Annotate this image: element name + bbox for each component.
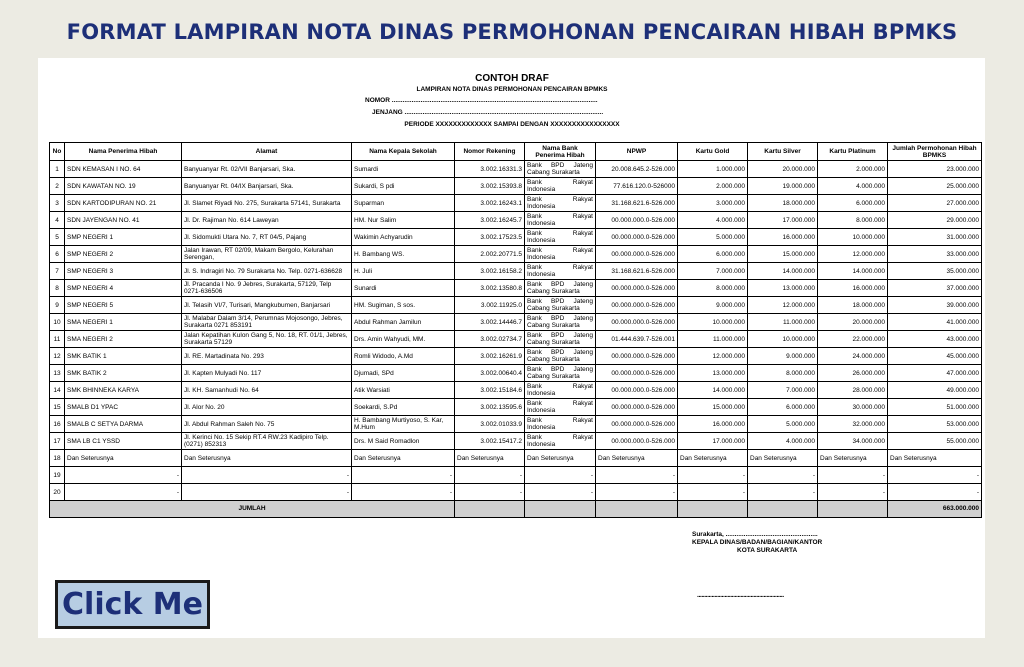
cell-kartu-silver: - xyxy=(748,467,818,484)
table-row xyxy=(50,246,982,263)
cell-jumlah: - xyxy=(888,467,982,484)
cell-row-no: 7 xyxy=(50,263,65,280)
cell-kartu-platinum: - xyxy=(818,484,888,501)
cell-npwp: 00.000.000.0-526.000 xyxy=(596,297,678,314)
cell-kartu-silver: 4.000.000 xyxy=(748,433,818,450)
cell-kartu-silver: - xyxy=(748,484,818,501)
cell-alamat: - xyxy=(182,484,352,501)
cell-jumlah: 31.000.000 xyxy=(888,229,982,246)
cell-nomor-rekening: 3.002.16331.3 xyxy=(455,161,525,178)
cell-kepala-sekolah: Sunardi xyxy=(352,280,455,297)
cell-kepala-sekolah: Suparman xyxy=(352,195,455,212)
table-row xyxy=(50,331,982,348)
cell-kartu-silver: 14.000.000 xyxy=(748,263,818,280)
cell-kartu-silver: 8.000.000 xyxy=(748,365,818,382)
cell-nama-penerima: SDN JAYENGAN NO. 41 xyxy=(65,212,182,229)
cell-nama-penerima: - xyxy=(65,467,182,484)
cell-nama-bank: Bank BPD Jateng Cabang Surakarta xyxy=(525,331,596,348)
cell-kartu-platinum: 24.000.000 xyxy=(818,348,888,365)
cell-kartu-gold: 9.000.000 xyxy=(678,297,748,314)
table-row xyxy=(50,450,982,467)
cell-row-no: 2 xyxy=(50,178,65,195)
cell-kartu-gold: 8.000.000 xyxy=(678,280,748,297)
table-row xyxy=(50,314,982,331)
cell-nama-penerima: SMK BHINNEKA KARYA xyxy=(65,382,182,399)
cell-jumlah: 53.000.000 xyxy=(888,416,982,433)
table-row xyxy=(50,484,982,501)
cell-nama-bank: Bank Rakyat Indonesia xyxy=(525,246,596,263)
table-row xyxy=(50,195,982,212)
cell-nama-penerima: SDN KAWATAN NO. 19 xyxy=(65,178,182,195)
cell-alamat: Jl. Kerinci No. 15 Sekip RT.4 RW.23 Kadipiro Telp. (0271) 852313 xyxy=(182,433,352,450)
table-row xyxy=(50,178,982,195)
cell-kepala-sekolah: Wakimin Achyarudin xyxy=(352,229,455,246)
cell-alamat: Jalan Kepatihan Kulon Gang 5, No. 18, RT. 01/1, Jebres, Surakarta 57129 xyxy=(182,331,352,348)
cell-nomor-rekening: 3.002.17523.5 xyxy=(455,229,525,246)
cell-nama-bank: - xyxy=(525,484,596,501)
cell-nomor-rekening: 3.002.16261.9 xyxy=(455,348,525,365)
cell-kartu-platinum: 6.000.000 xyxy=(818,195,888,212)
cell-alamat: Jl. Kapten Mulyadi No. 117 xyxy=(182,365,352,382)
table-row xyxy=(50,280,982,297)
cell-alamat: Jl. Telasih VI/7, Turisari, Mangkubumen, Banjarsari xyxy=(182,297,352,314)
cell-kartu-silver: 7.000.000 xyxy=(748,382,818,399)
cell-kartu-gold: Dan Seterusnya xyxy=(678,450,748,467)
signature-title: KEPALA DINAS/BADAN/BAGIAN/KANTOR xyxy=(692,539,823,546)
cell-npwp: 00.000.000.0-526.000 xyxy=(596,229,678,246)
signature-place: Surakarta, ................................................... xyxy=(692,531,818,538)
cell-nomor-rekening: 3.002.14446.7 xyxy=(455,314,525,331)
cell-kepala-sekolah: Drs. Amin Wahyudi, MM. xyxy=(352,331,455,348)
cell-nama-penerima: SMA NEGERI 2 xyxy=(65,331,182,348)
total-empty-cell xyxy=(678,501,748,518)
table-row xyxy=(50,229,982,246)
table-row xyxy=(50,416,982,433)
cell-npwp: 00.000.000.0-526.000 xyxy=(596,433,678,450)
cell-kepala-sekolah: H. Juli xyxy=(352,263,455,280)
cell-kartu-silver: 12.000.000 xyxy=(748,297,818,314)
cell-row-no: 8 xyxy=(50,280,65,297)
cell-jumlah: 47.000.000 xyxy=(888,365,982,382)
cell-jumlah: 39.000.000 xyxy=(888,297,982,314)
cell-nama-bank: Bank Rakyat Indonesia xyxy=(525,263,596,280)
cell-nama-bank: Bank Rakyat Indonesia xyxy=(525,212,596,229)
total-empty-cell xyxy=(596,501,678,518)
cell-kepala-sekolah: - xyxy=(352,484,455,501)
header-jumlah: Jumlah Permohonan Hibah BPMKS xyxy=(888,143,982,161)
cell-kartu-platinum: 14.000.000 xyxy=(818,263,888,280)
cell-jumlah: 35.000.000 xyxy=(888,263,982,280)
cell-kartu-platinum: 4.000.000 xyxy=(818,178,888,195)
cell-npwp: 77.616.120.0-526000 xyxy=(596,178,678,195)
cell-row-no: 10 xyxy=(50,314,65,331)
cell-nomor-rekening: 3.002.13580.8 xyxy=(455,280,525,297)
cell-kartu-gold: 5.000.000 xyxy=(678,229,748,246)
cell-nomor-rekening: 3.002.02734.7 xyxy=(455,331,525,348)
cell-kartu-platinum: 18.000.000 xyxy=(818,297,888,314)
table-row xyxy=(50,297,982,314)
cell-nama-bank: Bank Rakyat Indonesia xyxy=(525,178,596,195)
cell-kartu-platinum: 10.000.000 xyxy=(818,229,888,246)
cell-kepala-sekolah: Soekardi, S.Pd xyxy=(352,399,455,416)
total-empty-cell xyxy=(525,501,596,518)
cell-kartu-platinum: 32.000.000 xyxy=(818,416,888,433)
cell-kartu-silver: 9.000.000 xyxy=(748,348,818,365)
cell-kartu-silver: 17.000.000 xyxy=(748,212,818,229)
cell-row-no: 14 xyxy=(50,382,65,399)
cell-nama-bank: Bank BPD Jateng Cabang Surakarta xyxy=(525,365,596,382)
cell-npwp: 00.000.000.0-526.000 xyxy=(596,280,678,297)
cell-kartu-gold: 16.000.000 xyxy=(678,416,748,433)
cell-row-no: 3 xyxy=(50,195,65,212)
cell-nama-penerima: SMP NEGERI 4 xyxy=(65,280,182,297)
cell-kartu-silver: 18.000.000 xyxy=(748,195,818,212)
cell-jumlah: 33.000.000 xyxy=(888,246,982,263)
cell-nama-penerima: Dan Seterusnya xyxy=(65,450,182,467)
cell-kartu-silver: 11.000.000 xyxy=(748,314,818,331)
cell-kartu-gold: 4.000.000 xyxy=(678,212,748,229)
cell-kartu-gold: 11.000.000 xyxy=(678,331,748,348)
cell-alamat: Jl. Abdul Rahman Saleh No. 75 xyxy=(182,416,352,433)
table-row xyxy=(50,161,982,178)
cell-kepala-sekolah: Drs. M Said Romadlon xyxy=(352,433,455,450)
cell-jumlah: 41.000.000 xyxy=(888,314,982,331)
cell-kartu-silver: 13.000.000 xyxy=(748,280,818,297)
cell-kartu-silver: Dan Seterusnya xyxy=(748,450,818,467)
cell-kepala-sekolah: Abdul Rahman Jamilun xyxy=(352,314,455,331)
cell-kartu-platinum: 34.000.000 xyxy=(818,433,888,450)
cell-kartu-gold: 1.000.000 xyxy=(678,161,748,178)
header-kartu-gold: Kartu Gold xyxy=(678,143,748,161)
cell-row-no: 1 xyxy=(50,161,65,178)
cell-kartu-gold: 17.000.000 xyxy=(678,433,748,450)
cell-jumlah: 55.000.000 xyxy=(888,433,982,450)
cell-row-no: 4 xyxy=(50,212,65,229)
cell-alamat: Jl. Sidomukti Utara No. 7, RT 04/5, Pajang xyxy=(182,229,352,246)
cell-kartu-gold: - xyxy=(678,484,748,501)
table-row xyxy=(50,348,982,365)
cell-jumlah: - xyxy=(888,484,982,501)
cell-nama-bank: Bank Rakyat Indonesia xyxy=(525,416,596,433)
signature-block xyxy=(692,531,822,555)
cell-kartu-platinum: 30.000.000 xyxy=(818,399,888,416)
cell-row-no: 18 xyxy=(50,450,65,467)
cell-nomor-rekening: 3.002.01033.9 xyxy=(455,416,525,433)
cell-kartu-gold: 15.000.000 xyxy=(678,399,748,416)
cell-kartu-platinum: 12.000.000 xyxy=(818,246,888,263)
cell-npwp: 00.000.000.0-526.000 xyxy=(596,399,678,416)
cell-kepala-sekolah: Sumardi xyxy=(352,161,455,178)
cell-kepala-sekolah: H. Bambang WS. xyxy=(352,246,455,263)
cell-kartu-silver: 15.000.000 xyxy=(748,246,818,263)
cell-jumlah: 27.000.000 xyxy=(888,195,982,212)
cell-npwp: 00.000.000.0-526.000 xyxy=(596,365,678,382)
cell-kepala-sekolah: Atik Warsiati xyxy=(352,382,455,399)
cell-nomor-rekening: 3.002.16245.7 xyxy=(455,212,525,229)
cell-npwp: 01.444.639.7-526.001 xyxy=(596,331,678,348)
cell-nama-bank: Bank BPD Jateng Cabang Surakarta xyxy=(525,348,596,365)
cell-alamat: Banyuanyar Rt. 02/VII Banjarsari, Ska. xyxy=(182,161,352,178)
cell-nama-bank: Bank BPD Jateng Cabang Surakarta xyxy=(525,161,596,178)
cell-nama-bank: Bank BPD Jateng Cabang Surakarta xyxy=(525,314,596,331)
cell-kartu-gold: 14.000.000 xyxy=(678,382,748,399)
nomor-line: NOMOR .................................................................................................................. xyxy=(365,97,598,104)
cell-row-no: 9 xyxy=(50,297,65,314)
cell-kartu-gold: 6.000.000 xyxy=(678,246,748,263)
cell-kartu-gold: 2.000.000 xyxy=(678,178,748,195)
cell-kartu-gold: - xyxy=(678,467,748,484)
cell-nama-bank: Bank BPD Jateng Cabang Surakarta xyxy=(525,280,596,297)
header-kartu-silver: Kartu Silver xyxy=(748,143,818,161)
cell-alamat: Jl. Dr. Rajiman No. 614 Laweyan xyxy=(182,212,352,229)
cell-row-no: 13 xyxy=(50,365,65,382)
cell-nama-penerima: SMA NEGERI 1 xyxy=(65,314,182,331)
cell-nomor-rekening: 3.002.13595.6 xyxy=(455,399,525,416)
cell-kartu-silver: 16.000.000 xyxy=(748,229,818,246)
table-row xyxy=(50,263,982,280)
cell-kartu-platinum: - xyxy=(818,467,888,484)
table-body xyxy=(50,161,982,518)
cell-kepala-sekolah: Djumadi, SPd xyxy=(352,365,455,382)
table-row xyxy=(50,399,982,416)
cell-nama-penerima: SMALB C SETYA DARMA xyxy=(65,416,182,433)
cell-kartu-platinum: 8.000.000 xyxy=(818,212,888,229)
cell-kepala-sekolah: HM. Nur Salim xyxy=(352,212,455,229)
total-value: 663.000.000 xyxy=(888,501,982,518)
cell-kepala-sekolah: Dan Seterusnya xyxy=(352,450,455,467)
table-row xyxy=(50,467,982,484)
cell-nomor-rekening: - xyxy=(455,467,525,484)
cell-npwp: 00.000.000.0-526.000 xyxy=(596,246,678,263)
cell-kartu-silver: 6.000.000 xyxy=(748,399,818,416)
cell-kartu-gold: 12.000.000 xyxy=(678,348,748,365)
cell-nomor-rekening: 2.002.20771.5 xyxy=(455,246,525,263)
cell-nama-penerima: SMP NEGERI 1 xyxy=(65,229,182,246)
cell-nomor-rekening: Dan Seterusnya xyxy=(455,450,525,467)
cell-alamat: Jl. Pracanda I No. 9 Jebres, Surakarta, 57129, Telp 0271-636506 xyxy=(182,280,352,297)
cell-jumlah: 25.000.000 xyxy=(888,178,982,195)
cell-npwp: 00.000.000.0-526.000 xyxy=(596,212,678,229)
cell-nama-penerima: SDN KARTODIPURAN NO. 21 xyxy=(65,195,182,212)
cell-nama-bank: Bank Rakyat Indonesia xyxy=(525,382,596,399)
grant-table xyxy=(49,142,982,518)
table-row xyxy=(50,212,982,229)
cell-npwp: 00.000.000.0-526.000 xyxy=(596,416,678,433)
table-row xyxy=(50,382,982,399)
click-me-button[interactable]: Click Me xyxy=(55,580,210,629)
cell-nama-penerima: SMA LB C1 YSSD xyxy=(65,433,182,450)
total-label: JUMLAH xyxy=(50,501,455,518)
cell-nama-penerima: SMP NEGERI 5 xyxy=(65,297,182,314)
cell-kartu-platinum: 28.000.000 xyxy=(818,382,888,399)
cell-npwp: 00.000.000.0-526.000 xyxy=(596,348,678,365)
header-kepala-sekolah: Nama Kepala Sekolah xyxy=(352,143,455,161)
cell-kepala-sekolah: Sukardi, S pdi xyxy=(352,178,455,195)
cell-kepala-sekolah: - xyxy=(352,467,455,484)
table-header-row xyxy=(50,143,982,161)
cell-npwp: 31.168.621.6-526.000 xyxy=(596,195,678,212)
cell-nama-bank: Bank BPD Jateng Cabang Surakarta xyxy=(525,297,596,314)
cell-jumlah: 29.000.000 xyxy=(888,212,982,229)
cell-nomor-rekening: 3.002.15184.6 xyxy=(455,382,525,399)
cell-npwp: - xyxy=(596,467,678,484)
header-kartu-platinum: Kartu Platinum xyxy=(818,143,888,161)
cell-kartu-silver: 10.000.000 xyxy=(748,331,818,348)
cell-kartu-silver: 19.000.000 xyxy=(748,178,818,195)
cell-alamat: Jl. Alor No. 20 xyxy=(182,399,352,416)
draft-subtitle: LAMPIRAN NOTA DINAS PERMOHONAN PENCAIRAN BPMKS xyxy=(416,86,608,93)
cell-nama-bank: Bank Rakyat Indonesia xyxy=(525,433,596,450)
cell-alamat: Banyuanyar Rt. 04/IX Banjarsari, Ska. xyxy=(182,178,352,195)
cell-jumlah: 51.000.000 xyxy=(888,399,982,416)
cell-kartu-gold: 3.000.000 xyxy=(678,195,748,212)
cell-jumlah: 23.000.000 xyxy=(888,161,982,178)
cell-nomor-rekening: 3.002.16243.1 xyxy=(455,195,525,212)
header-nomor-rekening: Nomor Rekening xyxy=(455,143,525,161)
jenjang-line: JENJANG .............................................................................................................. xyxy=(372,109,604,116)
cell-alamat: Jl. Slamet Riyadi No. 275, Surakarta 57141, Surakarta xyxy=(182,195,352,212)
cell-kartu-platinum: 20.000.000 xyxy=(818,314,888,331)
cell-npwp: - xyxy=(596,484,678,501)
cell-nomor-rekening: - xyxy=(455,484,525,501)
cell-nomor-rekening: 3.002.15393.8 xyxy=(455,178,525,195)
header-nama-bank: Nama Bank Penerima Hibah xyxy=(525,143,596,161)
draft-title: CONTOH DRAF xyxy=(475,73,549,84)
cell-nama-bank: Bank Rakyat Indonesia xyxy=(525,195,596,212)
cell-kartu-gold: 13.000.000 xyxy=(678,365,748,382)
cell-alamat: Jl. S. Indragiri No. 79 Surakarta No. Telp. 0271-636628 xyxy=(182,263,352,280)
cell-kartu-platinum: 26.000.000 xyxy=(818,365,888,382)
cell-row-no: 20 xyxy=(50,484,65,501)
cell-nomor-rekening: 3.002.15417.2 xyxy=(455,433,525,450)
cell-npwp: 00.000.000.0-526.000 xyxy=(596,382,678,399)
total-empty-cell xyxy=(748,501,818,518)
cell-kepala-sekolah: HM. Sugiman, S sos. xyxy=(352,297,455,314)
cell-row-no: 16 xyxy=(50,416,65,433)
cell-kartu-silver: 5.000.000 xyxy=(748,416,818,433)
slide-title: FORMAT LAMPIRAN NOTA DINAS PERMOHONAN PENCAIRAN HIBAH BPMKS xyxy=(66,20,958,44)
cell-npwp: Dan Seterusnya xyxy=(596,450,678,467)
cell-nomor-rekening: 3.002.16158.2 xyxy=(455,263,525,280)
periode-line: PERIODE XXXXXXXXXXXXX SAMPAI DENGAN XXXXXXXXXXXXXXXX xyxy=(404,121,620,128)
cell-alamat: Jalan Irawan, RT 02/09, Makam Bergolo, Kelurahan Serengan, xyxy=(182,246,352,263)
cell-nama-penerima: SMP NEGERI 3 xyxy=(65,263,182,280)
cell-alamat: - xyxy=(182,467,352,484)
cell-kartu-platinum: 22.000.000 xyxy=(818,331,888,348)
cell-alamat: Dan Seterusnya xyxy=(182,450,352,467)
cell-kartu-silver: 20.000.000 xyxy=(748,161,818,178)
cell-nama-penerima: SMALB D1 YPAC xyxy=(65,399,182,416)
cell-jumlah: 49.000.000 xyxy=(888,382,982,399)
cell-nama-penerima: - xyxy=(65,484,182,501)
cell-row-no: 17 xyxy=(50,433,65,450)
cell-row-no: 5 xyxy=(50,229,65,246)
cell-nama-bank: Bank Rakyat Indonesia xyxy=(525,229,596,246)
header-npwp: NPWP xyxy=(596,143,678,161)
total-empty-cell xyxy=(818,501,888,518)
cell-row-no: 11 xyxy=(50,331,65,348)
cell-npwp: 31.168.621.6-526.000 xyxy=(596,263,678,280)
cell-kepala-sekolah: Romli Widodo, A.Md xyxy=(352,348,455,365)
cell-nama-bank: Bank Rakyat Indonesia xyxy=(525,399,596,416)
cell-row-no: 6 xyxy=(50,246,65,263)
cell-alamat: Jl. KH. Samanhudi No. 64 xyxy=(182,382,352,399)
cell-kepala-sekolah: H. Bambang Murtiyoso, S. Kar, M.Hum xyxy=(352,416,455,433)
cell-nomor-rekening: 3.002.00640.4 xyxy=(455,365,525,382)
cell-row-no: 19 xyxy=(50,467,65,484)
header-no: No xyxy=(50,143,65,161)
cell-kartu-gold: 10.000.000 xyxy=(678,314,748,331)
cell-row-no: 12 xyxy=(50,348,65,365)
cell-nama-penerima: SMP NEGERI 2 xyxy=(65,246,182,263)
cell-alamat: Jl. RE. Martadinata No. 293 xyxy=(182,348,352,365)
signature-line: ............................................................ xyxy=(697,592,784,599)
cell-kartu-platinum: 2.000.000 xyxy=(818,161,888,178)
cell-npwp: 00.000.000.0-526.000 xyxy=(596,314,678,331)
table-row xyxy=(50,433,982,450)
cell-row-no: 15 xyxy=(50,399,65,416)
cell-nomor-rekening: 3.002.11925.0 xyxy=(455,297,525,314)
table-row xyxy=(50,365,982,382)
cell-kartu-gold: 7.000.000 xyxy=(678,263,748,280)
cell-nama-penerima: SDN KEMASAN I NO. 64 xyxy=(65,161,182,178)
cell-jumlah: 37.000.000 xyxy=(888,280,982,297)
cell-alamat: Jl. Malabar Dalam 3/14, Perumnas Mojosongo, Jebres, Surakarta 0271 853191 xyxy=(182,314,352,331)
header-nama-penerima: Nama Penerima Hibah xyxy=(65,143,182,161)
cell-jumlah: 45.000.000 xyxy=(888,348,982,365)
header-alamat: Alamat xyxy=(182,143,352,161)
cell-jumlah: Dan Seterusnya xyxy=(888,450,982,467)
signature-city: KOTA SURAKARTA xyxy=(737,547,798,554)
total-empty-cell xyxy=(455,501,525,518)
cell-kartu-platinum: Dan Seterusnya xyxy=(818,450,888,467)
cell-nama-penerima: SMK BATIK 2 xyxy=(65,365,182,382)
cell-nama-penerima: SMK BATIK 1 xyxy=(65,348,182,365)
cell-nama-bank: - xyxy=(525,467,596,484)
cell-kartu-platinum: 16.000.000 xyxy=(818,280,888,297)
cell-nama-bank: Dan Seterusnya xyxy=(525,450,596,467)
total-row xyxy=(50,501,982,518)
cell-npwp: 20.008.645.2-526.000 xyxy=(596,161,678,178)
cell-jumlah: 43.000.000 xyxy=(888,331,982,348)
